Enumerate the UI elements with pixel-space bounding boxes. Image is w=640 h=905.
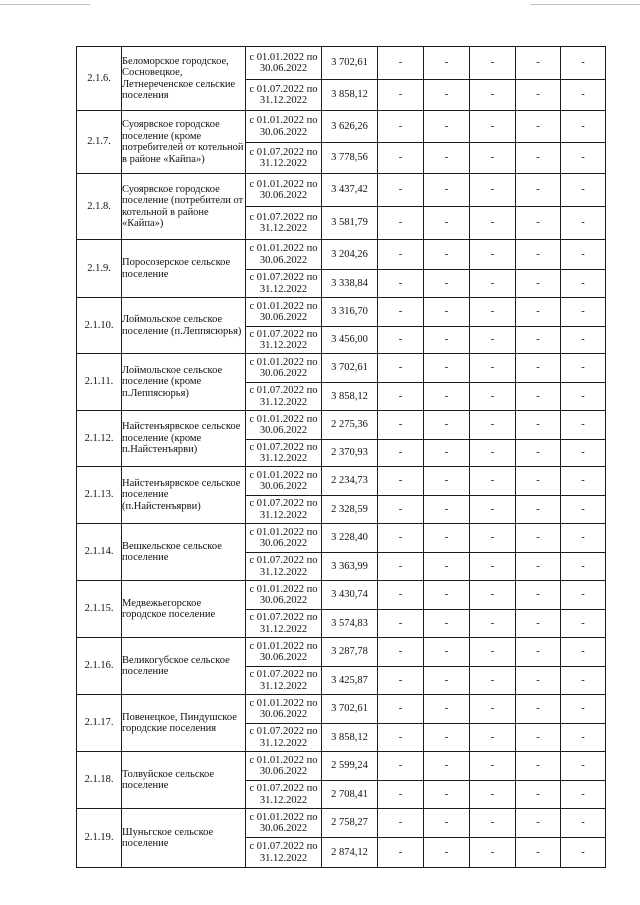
period-cell: с 01.07.2022 по 31.12.2022 xyxy=(246,383,322,411)
empty-value-dash: - xyxy=(378,298,424,327)
tariff-value: 3 430,74 xyxy=(322,581,378,610)
empty-value-dash: - xyxy=(470,581,516,610)
empty-value-dash: - xyxy=(470,143,516,174)
empty-value-dash: - xyxy=(424,610,470,638)
tariff-table xyxy=(76,46,606,868)
table-row xyxy=(77,240,606,270)
empty-value-dash: - xyxy=(561,270,606,298)
empty-value-dash: - xyxy=(378,270,424,298)
empty-value-dash: - xyxy=(561,143,606,174)
empty-value-dash: - xyxy=(378,524,424,553)
row-code: 2.1.10. xyxy=(77,298,122,354)
empty-value-dash: - xyxy=(424,354,470,383)
empty-value-dash: - xyxy=(561,581,606,610)
tariff-value: 3 228,40 xyxy=(322,524,378,553)
period-cell: с 01.07.2022 по 31.12.2022 xyxy=(246,553,322,581)
period-cell: с 01.07.2022 по 31.12.2022 xyxy=(246,610,322,638)
empty-value-dash: - xyxy=(424,752,470,781)
settlement-name: Поросозерское сельское поселение xyxy=(122,240,246,298)
tariff-value: 3 858,12 xyxy=(322,724,378,752)
empty-value-dash: - xyxy=(516,354,561,383)
tariff-value: 3 316,70 xyxy=(322,298,378,327)
empty-value-dash: - xyxy=(470,638,516,667)
header-rule-left xyxy=(0,4,90,5)
empty-value-dash: - xyxy=(561,111,606,143)
period-cell: с 01.01.2022 по 30.06.2022 xyxy=(246,298,322,327)
empty-value-dash: - xyxy=(470,781,516,809)
tariff-value: 3 287,78 xyxy=(322,638,378,667)
empty-value-dash: - xyxy=(424,80,470,111)
empty-value-dash: - xyxy=(424,440,470,467)
empty-value-dash: - xyxy=(378,47,424,80)
empty-value-dash: - xyxy=(378,354,424,383)
empty-value-dash: - xyxy=(424,838,470,868)
empty-value-dash: - xyxy=(378,440,424,467)
empty-value-dash: - xyxy=(470,695,516,724)
tariff-value: 3 581,79 xyxy=(322,207,378,240)
empty-value-dash: - xyxy=(516,752,561,781)
empty-value-dash: - xyxy=(561,524,606,553)
period-cell: с 01.07.2022 по 31.12.2022 xyxy=(246,270,322,298)
settlement-name: Найстенъярвское сельское поселение (п.Найстенъярви) xyxy=(122,467,246,524)
empty-value-dash: - xyxy=(470,838,516,868)
row-code: 2.1.7. xyxy=(77,111,122,174)
empty-value-dash: - xyxy=(516,207,561,240)
empty-value-dash: - xyxy=(516,467,561,496)
row-code: 2.1.8. xyxy=(77,174,122,240)
empty-value-dash: - xyxy=(470,47,516,80)
settlement-name: Суоярвское городское поселение (потребители от котельной в районе «Кайпа») xyxy=(122,174,246,240)
empty-value-dash: - xyxy=(470,524,516,553)
row-code: 2.1.19. xyxy=(77,809,122,868)
empty-value-dash: - xyxy=(424,327,470,354)
empty-value-dash: - xyxy=(561,207,606,240)
tariff-value: 2 234,73 xyxy=(322,467,378,496)
empty-value-dash: - xyxy=(516,174,561,207)
period-cell: с 01.07.2022 по 31.12.2022 xyxy=(246,327,322,354)
settlement-name: Повенецкое, Пиндушское городские поселения xyxy=(122,695,246,752)
row-code: 2.1.17. xyxy=(77,695,122,752)
empty-value-dash: - xyxy=(470,496,516,524)
empty-value-dash: - xyxy=(470,80,516,111)
tariff-value: 2 370,93 xyxy=(322,440,378,467)
empty-value-dash: - xyxy=(516,411,561,440)
empty-value-dash: - xyxy=(378,143,424,174)
empty-value-dash: - xyxy=(378,240,424,270)
empty-value-dash: - xyxy=(561,496,606,524)
empty-value-dash: - xyxy=(378,695,424,724)
period-cell: с 01.01.2022 по 30.06.2022 xyxy=(246,47,322,80)
table-row xyxy=(77,695,606,724)
empty-value-dash: - xyxy=(424,143,470,174)
empty-value-dash: - xyxy=(424,496,470,524)
table-row xyxy=(77,354,606,383)
empty-value-dash: - xyxy=(470,174,516,207)
empty-value-dash: - xyxy=(378,411,424,440)
empty-value-dash: - xyxy=(424,383,470,411)
empty-value-dash: - xyxy=(516,47,561,80)
empty-value-dash: - xyxy=(470,270,516,298)
period-cell: с 01.01.2022 по 30.06.2022 xyxy=(246,174,322,207)
row-code: 2.1.11. xyxy=(77,354,122,411)
empty-value-dash: - xyxy=(516,496,561,524)
empty-value-dash: - xyxy=(470,411,516,440)
table-row xyxy=(77,298,606,327)
settlement-name: Лоймольское сельское поселение (п.Леппясюрья) xyxy=(122,298,246,354)
empty-value-dash: - xyxy=(561,638,606,667)
table-row xyxy=(77,638,606,667)
empty-value-dash: - xyxy=(378,781,424,809)
period-cell: с 01.07.2022 по 31.12.2022 xyxy=(246,781,322,809)
period-cell: с 01.01.2022 по 30.06.2022 xyxy=(246,111,322,143)
empty-value-dash: - xyxy=(516,383,561,411)
empty-value-dash: - xyxy=(424,781,470,809)
row-code: 2.1.16. xyxy=(77,638,122,695)
settlement-name: Вешкельское сельское поселение xyxy=(122,524,246,581)
period-cell: с 01.07.2022 по 31.12.2022 xyxy=(246,838,322,868)
empty-value-dash: - xyxy=(561,354,606,383)
period-cell: с 01.07.2022 по 31.12.2022 xyxy=(246,496,322,524)
period-cell: с 01.01.2022 по 30.06.2022 xyxy=(246,411,322,440)
empty-value-dash: - xyxy=(516,781,561,809)
period-cell: с 01.07.2022 по 31.12.2022 xyxy=(246,440,322,467)
empty-value-dash: - xyxy=(470,553,516,581)
empty-value-dash: - xyxy=(470,111,516,143)
row-code: 2.1.14. xyxy=(77,524,122,581)
empty-value-dash: - xyxy=(470,724,516,752)
empty-value-dash: - xyxy=(516,440,561,467)
table-row xyxy=(77,581,606,610)
period-cell: с 01.07.2022 по 31.12.2022 xyxy=(246,80,322,111)
settlement-name: Лоймольское сельское поселение (кроме п.Леппясюрья) xyxy=(122,354,246,411)
empty-value-dash: - xyxy=(424,724,470,752)
empty-value-dash: - xyxy=(516,838,561,868)
tariff-value: 2 708,41 xyxy=(322,781,378,809)
tariff-value: 3 338,84 xyxy=(322,270,378,298)
period-cell: с 01.01.2022 по 30.06.2022 xyxy=(246,467,322,496)
empty-value-dash: - xyxy=(516,80,561,111)
empty-value-dash: - xyxy=(470,240,516,270)
row-code: 2.1.18. xyxy=(77,752,122,809)
empty-value-dash: - xyxy=(561,240,606,270)
empty-value-dash: - xyxy=(424,581,470,610)
period-cell: с 01.01.2022 по 30.06.2022 xyxy=(246,752,322,781)
empty-value-dash: - xyxy=(424,695,470,724)
empty-value-dash: - xyxy=(424,174,470,207)
tariff-value: 3 702,61 xyxy=(322,354,378,383)
period-cell: с 01.07.2022 по 31.12.2022 xyxy=(246,667,322,695)
empty-value-dash: - xyxy=(561,383,606,411)
period-cell: с 01.01.2022 по 30.06.2022 xyxy=(246,581,322,610)
empty-value-dash: - xyxy=(378,467,424,496)
empty-value-dash: - xyxy=(561,327,606,354)
empty-value-dash: - xyxy=(424,207,470,240)
settlement-name: Шуньгское сельское поселение xyxy=(122,809,246,868)
empty-value-dash: - xyxy=(378,581,424,610)
empty-value-dash: - xyxy=(378,752,424,781)
tariff-table-body xyxy=(77,47,606,868)
row-code: 2.1.9. xyxy=(77,240,122,298)
empty-value-dash: - xyxy=(378,496,424,524)
empty-value-dash: - xyxy=(470,752,516,781)
empty-value-dash: - xyxy=(516,270,561,298)
empty-value-dash: - xyxy=(470,809,516,838)
tariff-value: 3 858,12 xyxy=(322,80,378,111)
empty-value-dash: - xyxy=(516,111,561,143)
empty-value-dash: - xyxy=(561,47,606,80)
empty-value-dash: - xyxy=(378,809,424,838)
empty-value-dash: - xyxy=(470,327,516,354)
empty-value-dash: - xyxy=(378,638,424,667)
table-row xyxy=(77,809,606,838)
row-code: 2.1.12. xyxy=(77,411,122,467)
empty-value-dash: - xyxy=(424,240,470,270)
empty-value-dash: - xyxy=(378,80,424,111)
tariff-value: 3 626,26 xyxy=(322,111,378,143)
empty-value-dash: - xyxy=(470,298,516,327)
empty-value-dash: - xyxy=(470,383,516,411)
period-cell: с 01.07.2022 по 31.12.2022 xyxy=(246,724,322,752)
empty-value-dash: - xyxy=(424,411,470,440)
table-row xyxy=(77,47,606,80)
empty-value-dash: - xyxy=(561,838,606,868)
empty-value-dash: - xyxy=(561,781,606,809)
empty-value-dash: - xyxy=(561,752,606,781)
empty-value-dash: - xyxy=(561,610,606,638)
empty-value-dash: - xyxy=(470,610,516,638)
table-row xyxy=(77,174,606,207)
empty-value-dash: - xyxy=(561,80,606,111)
empty-value-dash: - xyxy=(424,553,470,581)
tariff-value: 3 456,00 xyxy=(322,327,378,354)
empty-value-dash: - xyxy=(470,440,516,467)
row-code: 2.1.13. xyxy=(77,467,122,524)
empty-value-dash: - xyxy=(516,327,561,354)
empty-value-dash: - xyxy=(378,724,424,752)
empty-value-dash: - xyxy=(516,553,561,581)
settlement-name: Найстенъярвское сельское поселение (кроме п.Найстенъярви) xyxy=(122,411,246,467)
period-cell: с 01.01.2022 по 30.06.2022 xyxy=(246,695,322,724)
tariff-value: 2 275,36 xyxy=(322,411,378,440)
empty-value-dash: - xyxy=(424,638,470,667)
tariff-value: 2 758,27 xyxy=(322,809,378,838)
empty-value-dash: - xyxy=(424,667,470,695)
empty-value-dash: - xyxy=(516,581,561,610)
table-row xyxy=(77,467,606,496)
empty-value-dash: - xyxy=(561,411,606,440)
tariff-value: 3 425,87 xyxy=(322,667,378,695)
empty-value-dash: - xyxy=(516,143,561,174)
empty-value-dash: - xyxy=(561,440,606,467)
empty-value-dash: - xyxy=(424,524,470,553)
period-cell: с 01.01.2022 по 30.06.2022 xyxy=(246,809,322,838)
table-row xyxy=(77,752,606,781)
settlement-name: Толвуйское сельское поселение xyxy=(122,752,246,809)
tariff-value: 3 702,61 xyxy=(322,695,378,724)
period-cell: с 01.07.2022 по 31.12.2022 xyxy=(246,207,322,240)
empty-value-dash: - xyxy=(561,695,606,724)
empty-value-dash: - xyxy=(378,610,424,638)
empty-value-dash: - xyxy=(378,174,424,207)
empty-value-dash: - xyxy=(424,270,470,298)
empty-value-dash: - xyxy=(424,111,470,143)
empty-value-dash: - xyxy=(516,298,561,327)
empty-value-dash: - xyxy=(516,724,561,752)
empty-value-dash: - xyxy=(561,667,606,695)
settlement-name: Великогубское сельское поселение xyxy=(122,638,246,695)
empty-value-dash: - xyxy=(424,47,470,80)
empty-value-dash: - xyxy=(561,809,606,838)
tariff-value: 3 437,42 xyxy=(322,174,378,207)
header-rule-right xyxy=(530,4,640,5)
empty-value-dash: - xyxy=(424,809,470,838)
table-row xyxy=(77,111,606,143)
period-cell: с 01.01.2022 по 30.06.2022 xyxy=(246,354,322,383)
empty-value-dash: - xyxy=(378,553,424,581)
empty-value-dash: - xyxy=(561,467,606,496)
empty-value-dash: - xyxy=(516,667,561,695)
table-row xyxy=(77,411,606,440)
empty-value-dash: - xyxy=(470,667,516,695)
empty-value-dash: - xyxy=(378,667,424,695)
period-cell: с 01.01.2022 по 30.06.2022 xyxy=(246,638,322,667)
tariff-value: 3 204,26 xyxy=(322,240,378,270)
empty-value-dash: - xyxy=(378,327,424,354)
empty-value-dash: - xyxy=(516,809,561,838)
empty-value-dash: - xyxy=(470,467,516,496)
tariff-value: 3 778,56 xyxy=(322,143,378,174)
tariff-value: 3 858,12 xyxy=(322,383,378,411)
empty-value-dash: - xyxy=(470,207,516,240)
empty-value-dash: - xyxy=(470,354,516,383)
empty-value-dash: - xyxy=(561,724,606,752)
tariff-value: 2 599,24 xyxy=(322,752,378,781)
tariff-value: 2 874,12 xyxy=(322,838,378,868)
empty-value-dash: - xyxy=(516,524,561,553)
settlement-name: Суоярвское городское поселение (кроме потребителей от котельной в районе «Кайпа») xyxy=(122,111,246,174)
empty-value-dash: - xyxy=(378,207,424,240)
empty-value-dash: - xyxy=(516,638,561,667)
empty-value-dash: - xyxy=(516,240,561,270)
tariff-value: 2 328,59 xyxy=(322,496,378,524)
empty-value-dash: - xyxy=(378,383,424,411)
settlement-name: Беломорское городское, Сосновецкое, Летнереченское сельские поселения xyxy=(122,47,246,111)
empty-value-dash: - xyxy=(424,467,470,496)
empty-value-dash: - xyxy=(378,111,424,143)
period-cell: с 01.01.2022 по 30.06.2022 xyxy=(246,240,322,270)
tariff-value: 3 702,61 xyxy=(322,47,378,80)
empty-value-dash: - xyxy=(516,695,561,724)
row-code: 2.1.15. xyxy=(77,581,122,638)
period-cell: с 01.07.2022 по 31.12.2022 xyxy=(246,143,322,174)
tariff-value: 3 574,83 xyxy=(322,610,378,638)
empty-value-dash: - xyxy=(561,174,606,207)
empty-value-dash: - xyxy=(378,838,424,868)
settlement-name: Медвежьегорское городское поселение xyxy=(122,581,246,638)
period-cell: с 01.01.2022 по 30.06.2022 xyxy=(246,524,322,553)
empty-value-dash: - xyxy=(561,553,606,581)
tariff-value: 3 363,99 xyxy=(322,553,378,581)
empty-value-dash: - xyxy=(561,298,606,327)
empty-value-dash: - xyxy=(516,610,561,638)
row-code: 2.1.6. xyxy=(77,47,122,111)
empty-value-dash: - xyxy=(424,298,470,327)
table-row xyxy=(77,524,606,553)
